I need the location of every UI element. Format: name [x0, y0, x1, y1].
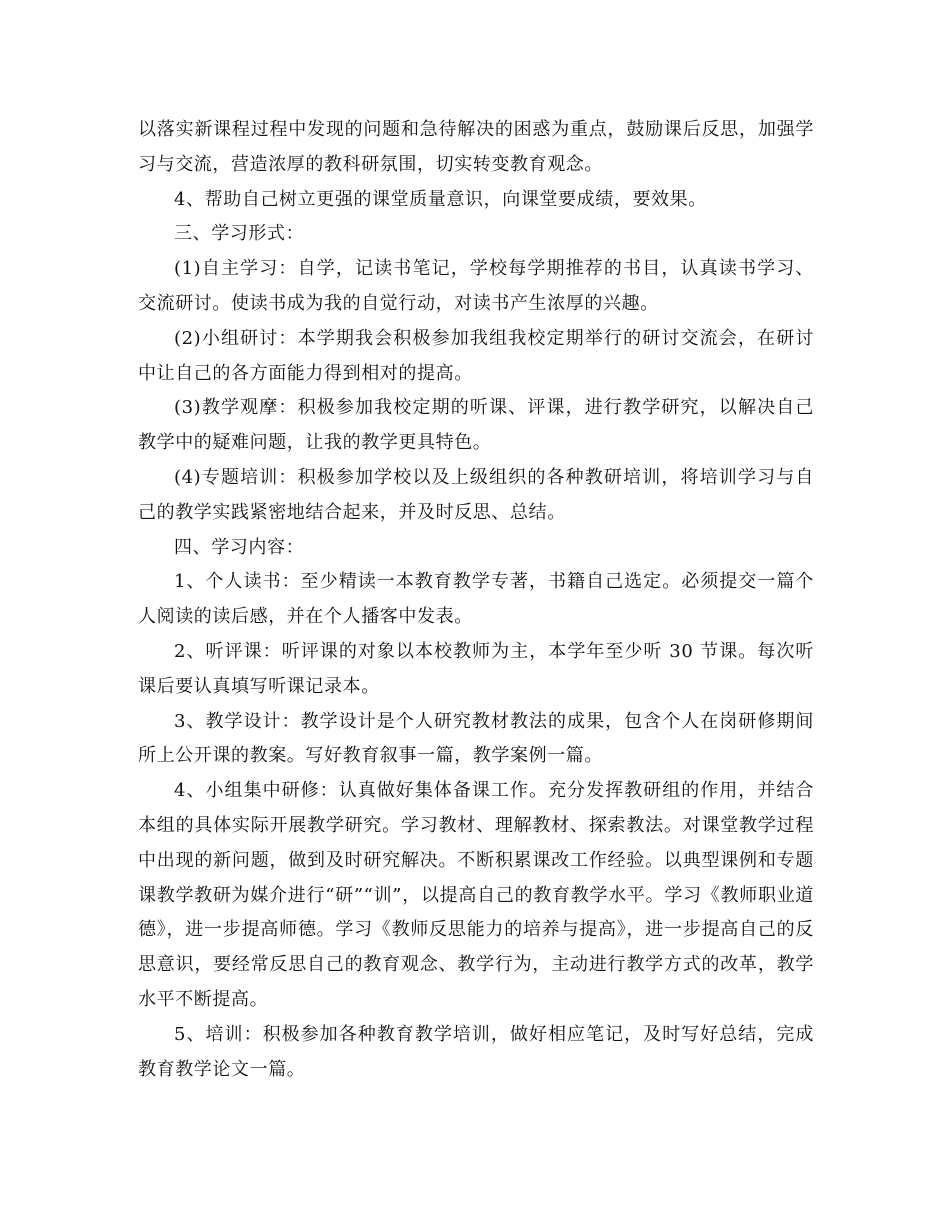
paragraph-item-4-quality: 4、帮助自己树立更强的课堂质量意识，向课堂要成绩，要效果。: [174, 188, 707, 210]
paragraph-group-discussion: (2)小组研讨：本学期我会积极参加我组我校定期举行的研讨交流会，在研讨中让自己的各方面能力得到相对的提高。: [138, 327, 814, 384]
paragraph-self-study: (1)自主学习：自学，记读书笔记，学校每学期推荐的书目，认真读书学习、交流研讨。使读书成为我的自觉行动，对读书产生浓厚的兴趣。: [138, 258, 814, 314]
document-body: [138, 113, 814, 1087]
paragraph-special-training: (4)专题培训：积极参加学校以及上级组织的各种教研培训，将培训学习与自己的教学实践紧密地结合起来，并及时反思、总结。: [138, 466, 814, 523]
section-heading-learning-content: 四、学习内容：: [174, 536, 305, 558]
paragraph-training: 5、培训：积极参加各种教育教学培训，做好相应笔记，及时写好总结，完成教育教学论文一篇。: [138, 1023, 814, 1080]
paragraph-personal-reading: 1、个人读书：至少精读一本教育教学专著，书籍自己选定。必须提交一篇个人阅读的读后感，并在个人播客中发表。: [138, 571, 814, 628]
paragraph-teaching-observation: (3)教学观摩：积极参加我校定期的听课、评课，进行教学研究，以解决自己教学中的疑难问题，让我的教学更具特色。: [138, 397, 814, 454]
paragraph-continuation: 以落实新课程过程中发现的问题和急待解决的困惑为重点，鼓励课后反思，加强学习与交流，营造浓厚的教科研氛围，切实转变教育观念。: [138, 119, 814, 175]
paragraph-lesson-evaluation: 2、听评课：听评课的对象以本校教师为主，本学年至少听 30 节课。每次听课后要认真填写听课记录本。: [138, 640, 814, 697]
paragraph-group-study: 4、小组集中研修：认真做好集体备课工作。充分发挥教研组的作用，并结合本组的具体实际开展教学研究。学习教材、理解教材、探索教法。对课堂教学过程中出现的新问题，做到及时研究解决。不断积累课改工作经验。以典型课例和专题课教学教研为媒介进行“研”“训”，以提高自己的教育教学水平。学习《教师职业道德》，进一步提高师德。学习《教师反思能力的培养与提高》，进一步提高自己的反思意识，要经常反思自己的教育观念、教学行为，主动进行教学方式的改革，教学水平不断提高。: [138, 780, 814, 1010]
paragraph-teaching-design: 3、教学设计：教学设计是个人研究教材教法的成果，包含个人在岗研修期间所上公开课的教案。写好教育叙事一篇，教学案例一篇。: [138, 710, 814, 767]
section-heading-learning-forms: 三、学习形式：: [174, 223, 305, 245]
